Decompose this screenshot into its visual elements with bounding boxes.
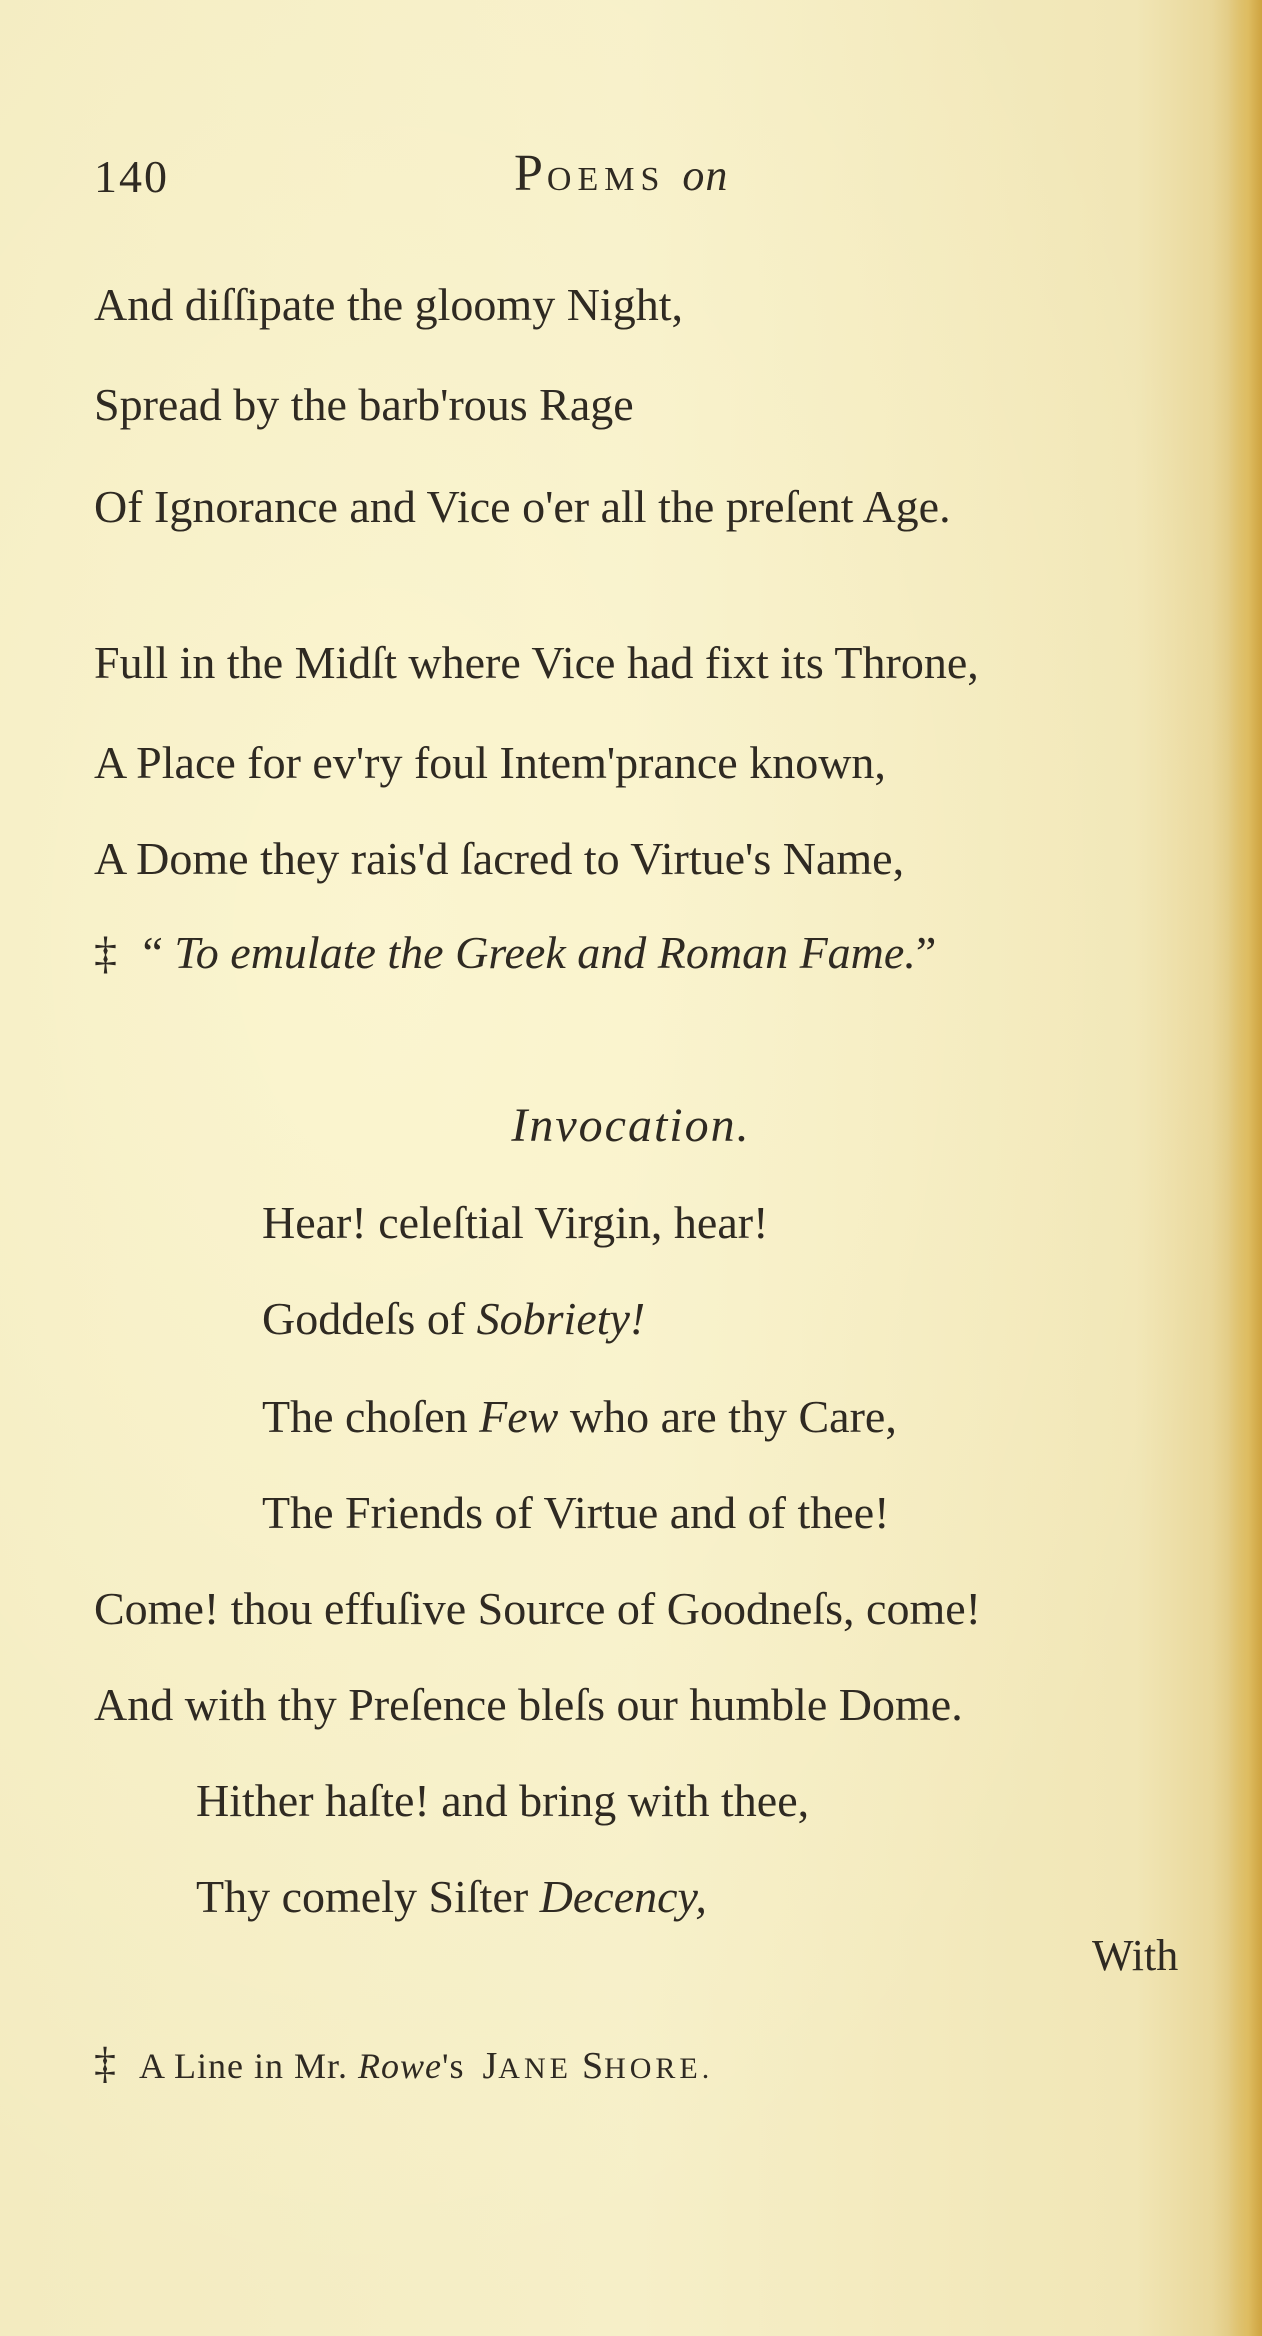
verse-line: Spread by the barb'rous Rage bbox=[94, 379, 634, 430]
verse-text: The choſen bbox=[262, 1391, 468, 1442]
verse-line: A Dome they rais'd ſacred to Virtue's Name, bbox=[94, 833, 905, 884]
verse-line: Hear! celeſtial Virgin, hear! bbox=[262, 1197, 769, 1248]
running-head bbox=[514, 144, 728, 203]
quoted-verse-line bbox=[94, 927, 937, 978]
double-dagger-mark: ‡ bbox=[94, 927, 117, 978]
open-quote: “ bbox=[142, 927, 163, 978]
verse-line: And with thy Preſence bleſs our humble Dome. bbox=[94, 1679, 963, 1730]
page-number: 140 bbox=[94, 151, 169, 202]
running-head-italic: on bbox=[682, 151, 729, 200]
verse-line: The Friends of Virtue and of thee! bbox=[262, 1487, 890, 1538]
verse-line bbox=[262, 1293, 646, 1344]
page-gilt-edge bbox=[1228, 0, 1262, 2336]
verse-line: Hither haſte! and bring with thee, bbox=[196, 1775, 810, 1826]
verse-italic: Sobriety! bbox=[476, 1293, 646, 1344]
title-initial: J bbox=[482, 2045, 499, 2087]
verse-line: Of Ignorance and Vice o'er all the preſent Age. bbox=[94, 481, 951, 532]
section-heading: Invocation. bbox=[511, 1099, 751, 1152]
verse-line: Come! thou effuſive Source of Goodneſs, come! bbox=[94, 1583, 981, 1634]
footnote-title bbox=[483, 2046, 714, 2086]
running-head-smallcaps: OEMS bbox=[546, 161, 666, 198]
verse-italic: Decency, bbox=[539, 1871, 707, 1922]
running-head-initial: P bbox=[514, 145, 547, 202]
verse-italic: Few bbox=[479, 1391, 559, 1442]
quoted-text: To emulate the Greek and Roman Fame. bbox=[174, 927, 916, 978]
title-smallcaps: ANE bbox=[498, 2052, 572, 2085]
title-initial: S bbox=[581, 2045, 605, 2087]
footnote-possessive: 's bbox=[442, 2046, 465, 2086]
verse-line: A Place for ev'ry foul Intem'prance known, bbox=[94, 737, 886, 788]
verse-text: who are thy Care, bbox=[569, 1391, 897, 1442]
page-header bbox=[94, 140, 1194, 200]
verse-line: And diſſipate the gloomy Night, bbox=[94, 279, 683, 330]
verse-text: Goddeſs of bbox=[262, 1293, 466, 1344]
footnote-text: A Line in Mr. bbox=[139, 2046, 349, 2086]
verse-line bbox=[262, 1391, 897, 1442]
verse-line: Full in the Midſt where Vice had fixt its Throne, bbox=[94, 637, 979, 688]
footnote bbox=[94, 2038, 713, 2089]
catchword: With bbox=[1092, 1931, 1179, 1980]
footnote-author: Rowe bbox=[358, 2046, 442, 2086]
double-dagger-mark: ‡ bbox=[94, 2039, 117, 2088]
title-smallcaps: HORE. bbox=[604, 2052, 714, 2085]
verse-text: Thy comely Siſter bbox=[196, 1871, 529, 1922]
close-quote: ” bbox=[915, 927, 937, 978]
verse-line bbox=[196, 1871, 707, 1922]
